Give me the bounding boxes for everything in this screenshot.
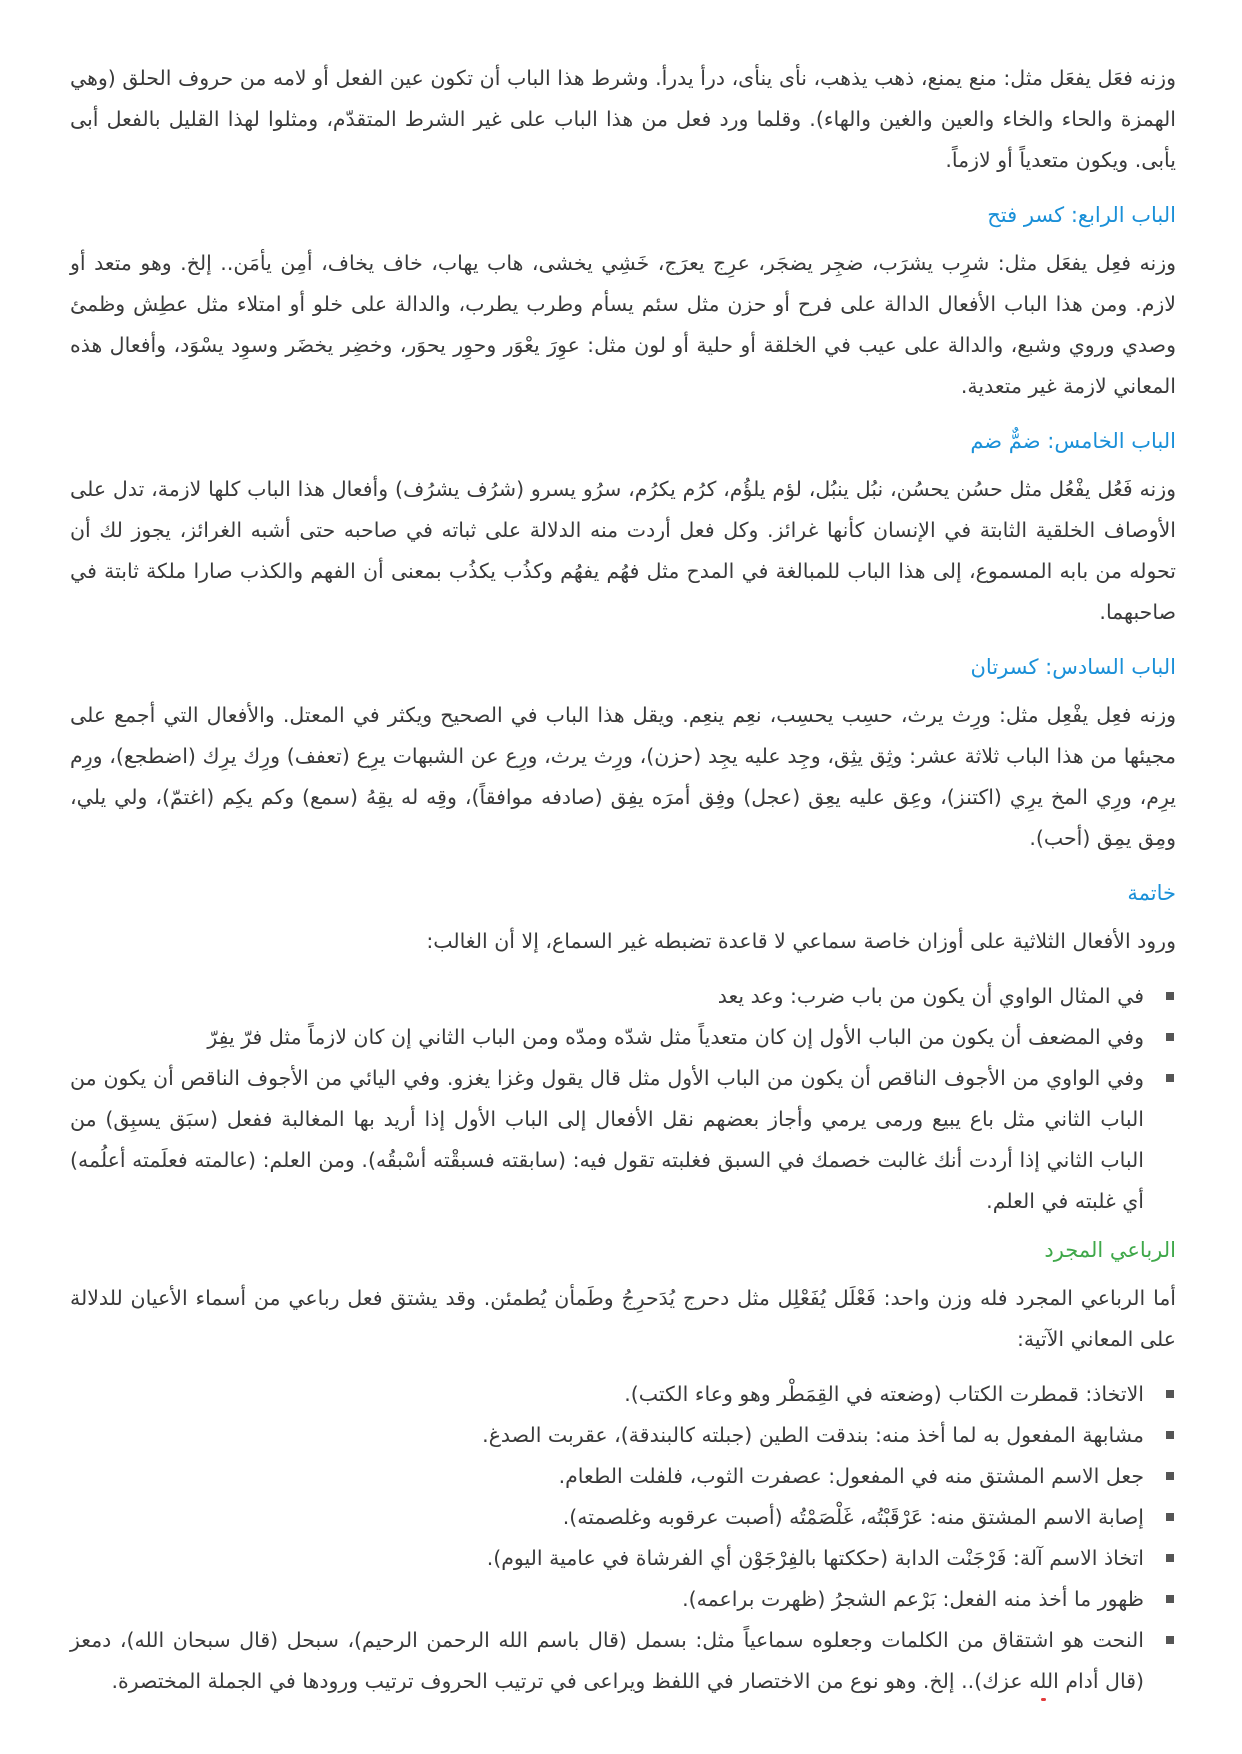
bullet-icon (1166, 1390, 1174, 1398)
section-heading-5: الباب الخامس: ضمٌّ ضم (970, 429, 1176, 453)
page-mark (1041, 1698, 1046, 1701)
list-item-text: ظهور ما أخذ منه الفعل: بَرْعم الشجرُ (ظهرت براعمه). (682, 1587, 1144, 1611)
list-item-text: النحت هو اشتقاق من الكلمات وجعلوه سماعياً مثل: بسمل (قال باسم الله الرحمن الرحيم)، سبحل (قال سبحان الله)، دمعز (قال أدام الله عزك).. إلخ. وهو نوع من الاختصار في اللفظ ويراعى في ترتيب الحروف ترتيب ورودها في الجملة المختصرة. (70, 1628, 1144, 1693)
bullet-icon (1166, 1595, 1174, 1603)
list-item (70, 1415, 1144, 1456)
list-item-text: جعل الاسم المشتق منه في المفعول: عصفرت الثوب، فلفلت الطعام. (558, 1464, 1144, 1488)
conclusion-list (70, 976, 1176, 1222)
list-item-text: الاتخاذ: قمطرت الكتاب (وضعته في القِمَطْر وهو وعاء الكتب). (624, 1382, 1144, 1406)
bullet-icon (1166, 1074, 1174, 1082)
section-5-paragraph: وزنه فَعُل يفْعُل مثل حسُن يحسُن، نبُل ينبُل، لؤم يلؤُم، كرُم يكرُم، سرُو يسرو (شرُف يشرُف) وأفعال هذا الباب كلها لازمة، تدل على الأوصاف الخلقية الثابتة في الإنسان كأنها غرائز. وكل فعل أردت منه الدلالة على ثباته في صاحبه حتى أشبه الغرائز، يجوز لك أن تحوله من بابه المسموع، إلى هذا الباب للمبالغة في المدح مثل فهُم يفهُم وكذُب يكذُب بمعنى أن الفهم والكذب صارا ملكة ثابتة في صاحبهما. (70, 477, 1176, 624)
bullet-icon (1166, 1472, 1174, 1480)
list-item (70, 1579, 1144, 1620)
conclusion-heading: خاتمة (1127, 881, 1176, 905)
bullet-icon (1166, 1513, 1174, 1521)
bullet-icon (1166, 1033, 1174, 1041)
list-item (70, 1017, 1144, 1058)
quadrilateral-paragraph: أما الرباعي المجرد فله وزن واحد: فَعْلَل يُفَعْلِل مثل دحرج يُدَحرِجُ وطَمأن يُطمئن. وقد يشتق فعل رباعي من أسماء الأعيان للدلالة على المعاني الآتية: (70, 1286, 1176, 1351)
list-item-text: وفي الواوي من الأجوف الناقص أن يكون من الباب الأول مثل قال يقول وغزا يغزو. وفي اليائي من الأجوف الناقص أن يكون من الباب الثاني مثل باع يبيع ورمى يرمي وأجاز بعضهم نقل الأفعال إلى الباب الأول إذا أريد بها المغالبة ففعل (سبَق يسبِق) من الباب الثاني إذا أردت أنك غالبت خصمك في السبق فغلبته تقول فيه: (سابقته فسبقْته أسْبقُه). ومن العلم: (عالمته فعلَمته أعلُمه) أي غلبته في العلم. (70, 1066, 1144, 1213)
section-6-paragraph: وزنه فعِل يفْعِل مثل: ورِث يرث، حسِب يحسِب، نعِم ينعِم. ويقل هذا الباب في الصحيح ويكثر في المعتل. والأفعال التي أجمع على مجيئها من هذا الباب ثلاثة عشر: وثِق يثِق، وجِد عليه يجِد (حزن)، ورِث يرث، ورِع عن الشبهات يرِع (تعفف) ورِك يرِك (اضطجع)، ورِم يرِم، ورِي المخ يرِي (اكتنز)، وعِق عليه يعِق (عجل) وفِق أمرَه يفِق (صادفه موافقاً)، وقِه له يقِهُ (سمع) وكم يكِم (اغتمّ)، ولي يلي، ومِق يمِق (أحب). (70, 703, 1176, 850)
bullet-icon (1166, 1431, 1174, 1439)
intro-paragraph: وزنه فعَل يفعَل مثل: منع يمنع، ذهب يذهب، نأى ينأى، درأ يدرأ. وشرط هذا الباب أن تكون عين الفعل أو لامه من حروف الحلق (وهي الهمزة والحاء والخاء والعين والغين والهاء). وقلما ورد فعل من هذا الباب على غير الشرط المتقدّم، ومثلوا لهذا القليل بالفعل أبى يأبى. ويكون متعدياً أو لازماً. (70, 66, 1176, 172)
section-heading-6: الباب السادس: كسرتان (970, 655, 1176, 679)
section-heading-4: الباب الرابع: كسر فتح (987, 203, 1176, 227)
list-item (70, 1497, 1144, 1538)
list-item (70, 1374, 1144, 1415)
quadrilateral-list (70, 1374, 1176, 1702)
section-4-paragraph: وزنه فعِل يفعَل مثل: شرِب يشرَب، ضجِر يضجَر، عرِج يعرَج، خَشِي يخشى، هاب يهاب، خاف يخاف، أمِن يأمَن.. إلخ. وهو متعد أو لازم. ومن هذا الباب الأفعال الدالة على فرح أو حزن مثل سئم يسأم وطرب يطرب، والدالة على خلو أو امتلاء مثل عطِش وظمئ وصدي وروي وشبع، والدالة على عيب في الخلقة أو حلية أو لون مثل: عوِرَ يعْوَر وحوِر يحوَر، وخضِر يخضَر وسوِد يسْوَد، وأفعال هذه المعاني لازمة غير متعدية. (70, 251, 1176, 398)
list-item-text: اتخاذ الاسم آلة: فَرْجَنْت الدابة (حككتها بالفِرْجَوْن أي الفرشاة في عامية اليوم). (486, 1546, 1144, 1570)
bullet-icon (1166, 992, 1174, 1000)
list-item-text: إصابة الاسم المشتق منه: عَرْقَبْتُه، غَلْصَمْتُه (أصبت عرقوبه وغلصمته). (562, 1505, 1144, 1529)
bullet-icon (1166, 1554, 1174, 1562)
list-item-text: في المثال الواوي أن يكون من باب ضرب: وعد يعد (717, 984, 1144, 1008)
list-item (70, 1538, 1144, 1579)
conclusion-paragraph: ورود الأفعال الثلاثية على أوزان خاصة سماعي لا قاعدة تضبطه غير السماع، إلا أن الغالب: (426, 929, 1176, 953)
list-item-text: وفي المضعف أن يكون من الباب الأول إن كان متعدياً مثل شدّه ومدّه ومن الباب الثاني إن كان لازماً مثل فرّ يفِرّ (207, 1025, 1144, 1049)
list-item-text: مشابهة المفعول به لما أخذ منه: بندقت الطين (جبلته كالبندقة)، عقربت الصدغ. (482, 1423, 1144, 1447)
list-item (70, 1620, 1144, 1702)
list-item (70, 976, 1144, 1017)
quadrilateral-heading: الرباعي المجرد (1044, 1238, 1176, 1262)
list-item (70, 1058, 1144, 1222)
list-item (70, 1456, 1144, 1497)
bullet-icon (1166, 1636, 1174, 1644)
